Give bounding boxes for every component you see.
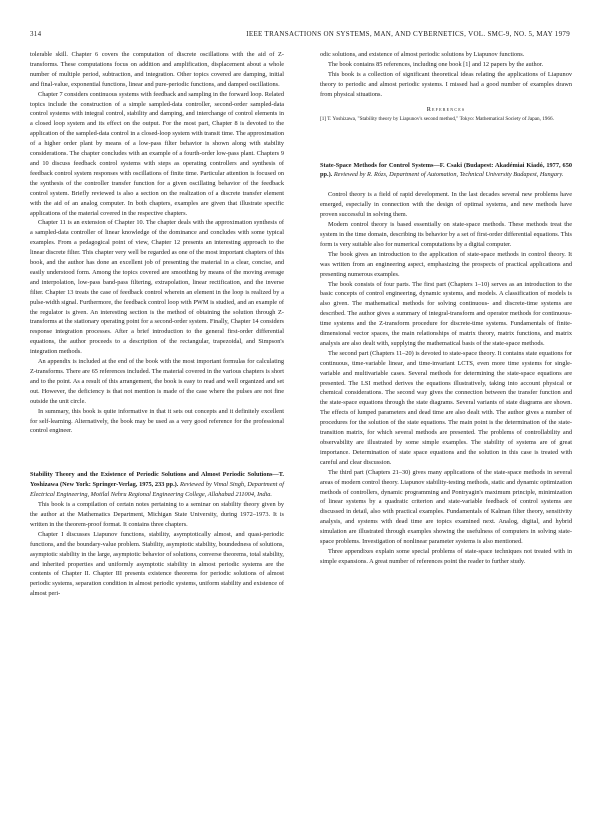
paragraph: The book contains 85 references, including one book [1] and 12 papers by the author. [328,60,544,68]
paragraph: In summary, this book is quite informative in that it sets out concepts and it definitely excellent for self-learning. Alternatively, the book may be used as a very good reference for the professional control engineer. [30,407,284,435]
review-heading [320,161,572,181]
paragraph: Chapter I discusses Liapunov functions, stability, asymptotically almost, and quasi-periodic functions, and the boundary-value problem. Stability, asymptotic stability, boundedness of solutions, asymptotic stability in the large, asymptotic behavior of solutions, converse theorems, total stability, and inherited properties and uniformly asymptotic stability in almost periodic systems are the contents of Chapter II. Chapter III presents existence theorems for periodic solutions of almost periodic systems, separation condition in almost periodic systems, uniform stability and existence of almost peri- [30,530,284,598]
paragraph: Control theory is a field of rapid development. In the last decades several new problems have emerged, especially in connection with the design of optimal systems, and new methods have proven successful in solving them. [320,191,572,219]
left-column [30,50,284,599]
paragraph: Three appendixes explain some special problems of state-space techniques not treated with in simple expansions. A great number of references point the reader to further study. [320,547,572,565]
paragraph: odic solutions, and existence of almost periodic solutions by Liapunov functions. [320,51,525,58]
review-heading [30,470,284,500]
reference-item: [1] T. Yoshizawa, "Stability theory by Liapunov's second method," Tokyo: Mathematical Society of Japan, 1966. [320,115,554,122]
running-header [30,30,570,44]
paragraph: Chapter 11 is an extension of Chapter 10. The chapter deals with the approximation synthesis of a sampled-data controller of linear knowledge of the dominance and concludes with some typical examples. From a pedagogical point of view, Chapter 12 presents an interesting approach to the linear discrete filter. This chapter very well be regarded as one of the most important chapters of this book, and the author has done an excellent job of presenting the material in a clear, concise, and easily understood form. Among the topics covered are smoothing by means of the moving average and interpolation, low-pass band-pass filtering, extrapolation, linear rectification, and the inverse filter. Chapter 13 treats the case of feedback control wherein an element in the loop is realized by a pulse-width signal. Furthermore, the feedback control loop with PWM is studied, and an example of the regulator is given. An interesting section is the method of obtaining the solution through Z-transforms at the stationary operating point for a second-order system. Finally, Chapter 14 considers response integration processes. After a brief introduction to the general first-order differential equations, the author proceeds to a description of the rectangular, trapezoidal, and Simpson's integration methods. [30,219,284,356]
paragraph: The book gives an introduction to the application of state-space methods in control theory. It was written from an engineering aspect, emphasizing the prospects of practical applications and presenting numerous examples. [320,250,572,278]
reviewer-line: Reviewed by R. Rózs, Department of Automation, Technical University Budapest, Hungary. [333,171,564,179]
running-title: IEEE TRANSACTIONS ON SYSTEMS, MAN, AND CYBERNETICS, VOL. SMC-9, NO. 5, MAY 1979 [246,30,570,38]
paragraph: This book is a compilation of certain notes pertaining to a seminar on stability theory given by the author at the Mathematics Department, Michigan State University, during 1972–1973. It is written in the theorem-proof format. It contains three chapters. [30,501,284,528]
paragraph: Chapter 7 considers continuous systems with feedback and sampling in the forward loop. Related topics include the construction of a simple sampled-data controller, second-order sampled-data control systems with integral control, stability and damping, and interchange of control elements in a closed loop system and its effect on the output. For the most part, Chapter 8 is devoted to the application of the sampled-data control in a closed-loop system with transit time. The approximation of a higher order plant by means of a low-pass filter behavior is shown along with stability considerations. The chapter concludes with an example of a fourth-order low-pass plant. Chapters 9 and 10 discuss feedback control systems with steps as operating controllers and synthesis of feedback control system responses with oscillations of finite time. Particular attention is focused on the synthesis of the controller transfer function for a given oscillating behavior of the feedback control system. Briefly reviewed is also a section on the realization of a discrete transfer element with the aid of an analog computer. In both chapters, examples are given that illustrate specific applications of the material covered in the respective chapters. [30,90,284,217]
paragraph: The second part (Chapters 11–20) is devoted to state-space theory. It contains state equations for continuous, time-variable linear, and time-invariant LCTS, even more time systems for single-variable and multivariable cases. Several methods for determining the state-space equations are presented. The LSI method derives the equations illustratively, taking into account physical or chemical considerations. The second way gives the connection between the transfer function and the state-space equations through the state diagrams. Several variants of state diagrams are shown. The effects of lumped parameters and dead time are also dealt with. The author gives a number of procedures for the solution of the state equations. The main point is the determination of the state-transition matrix, for which several methods are presented. The problems of controllability and observability are illustrated by some simple examples. The stability of systems are of great importance. Determination of state space equations and the solution in this case is treated with careful and clear discussion. [320,349,572,466]
right-column [320,50,572,567]
paragraph: The third part (Chapters 21–30) gives many applications of the state-space methods in several areas of modern control theory. Liapunov stability-testing methods, static and dynamic optimization methods of controllers, dynamic programming and Pontryagin's maximum principle, minimization of linear systems by a quadratic criterion and state-variable feedback of control systems are discussed in detail, also with practical examples. Fundamentals of Kalman filter theory, sensitivity analysis, and systems with dead time are topics examined next. Analog, digital, and hybrid simulation are illustrated through examples showing the usefulness of computers in solving state-space problems. Investigation of nonlinear parameter systems is also mentioned. [320,468,572,546]
paragraph: Modern control theory is based essentially on state-space methods. These methods treat the system in the time domain, describing its behavior by a set of first-order differential equations. This form is very suitable also for numerical computations by a digital computer. [320,221,572,248]
paragraph: The book consists of four parts. The first part (Chapters 1–10) serves as an introduction to the basic concepts of control engineering, dynamic systems, and models. A classification of models is also given. The mathematical methods for solving continuous- and discrete-time systems are described. The author gives a summary of integral-transform and operator methods for continuous-time systems and the Z-transform procedure for discrete-time systems. Fundamentals of finite-dimensional vector spaces, the main relationships of matrix theory, matrix functions, and matrix analysis are also dealt with, supplying the mathematical basis of the state-space methods. [320,280,572,347]
review-title: Stability Theory and the Existence of Periodic Solutions and Almost Periodic Solutions—T. Yoshizawa (New York: Springer-Verlag, 1975, 233 pp.). [30,471,284,489]
reviewer-line: Reviewed by Vimal Singh, Department of Electrical Engineering, Motilal Nehru Regional Engineering College, Allahabad 211004, India. [30,481,284,499]
page-number: 314 [30,30,42,38]
paragraph: An appendix is included at the end of the book with the most important formulas for calculating Z-transforms. There are 65 references included. The material covered in the various chapters is short and to the point. As a result of this arrangement, the book is easy to read and well organized and set out. However, the deficiency is that not mention is made of the case where the pulses are not fine outside the unit circle. [30,358,284,405]
paragraph: tolerable skill. Chapter 6 covers the computation of discrete oscillations with the aid of Z-transforms. These computations focus on addition and amplification, displacement about a whole number of multiple period, subtraction, and integration. Other topics covered are damping, initial and final-value, exponential functions, linear and pure-periodic functions, and damped oscillations. [30,51,284,88]
review-title: State-Space Methods for Control Systems—F. Csaki (Budapest: Akadémiai Kiadó, 1977, 650 pp.). [320,161,572,179]
paragraph: This book is a collection of significant theoretical ideas relating the applications of Liapunov theory to periodic and almost periodic systems. I missed had a good number of examples drawn from physical situations. [320,70,572,98]
references-heading: References [426,105,466,113]
